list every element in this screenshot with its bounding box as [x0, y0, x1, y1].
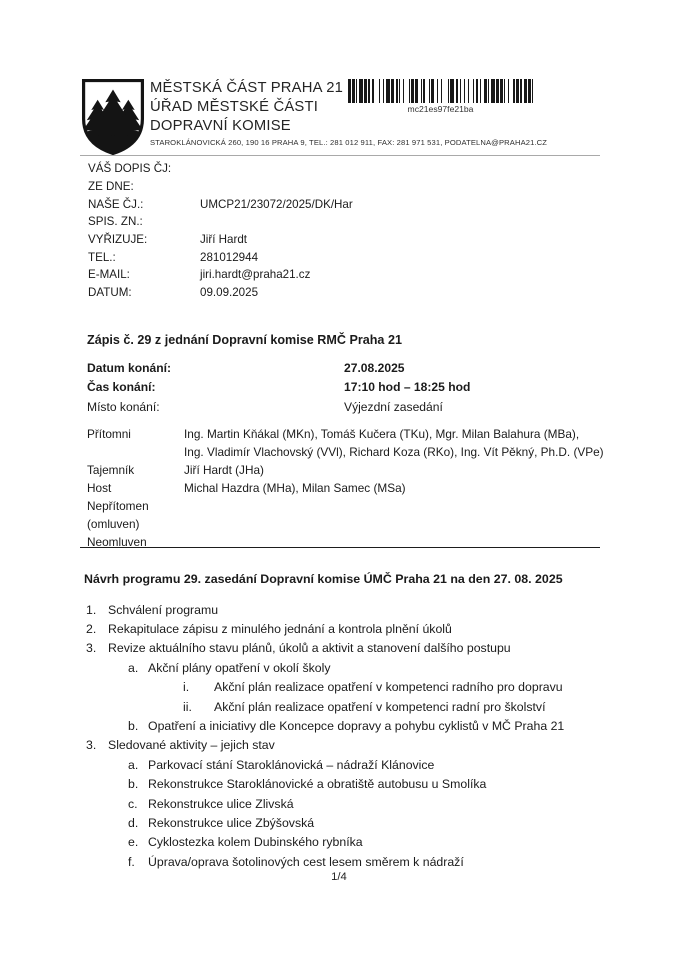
field-label: SPIS. ZN.: — [88, 215, 143, 229]
agenda-item-text: Rekonstrukce ulice Zlivská — [148, 796, 294, 811]
agenda-item — [86, 794, 564, 813]
attendance-row — [87, 425, 604, 443]
org-name-line-1: MĚSTSKÁ ČÁST PRAHA 21 — [150, 80, 344, 96]
field-label: DATUM: — [88, 286, 132, 300]
agenda-item-marker: d. — [128, 815, 139, 830]
agenda-item-marker: a. — [128, 757, 139, 772]
coat-of-arms-icon — [81, 78, 145, 156]
attendance-row — [87, 461, 604, 479]
attendance-value: Michal Hazdra (MHa), Milan Samec (MSa) — [184, 481, 406, 495]
barcode-bars-icon — [348, 79, 533, 103]
attendance-divider — [80, 547, 600, 548]
field-label: TEL.: — [88, 250, 116, 264]
meeting-info-row — [87, 397, 470, 417]
agenda-item-marker: 2. — [86, 622, 97, 637]
agenda-item-marker: b. — [128, 719, 139, 734]
info-value: 17:10 hod – 18:25 hod — [344, 380, 471, 395]
attendance-label: Neomluven — [87, 535, 147, 549]
agenda-item-marker: 3. — [86, 738, 97, 753]
agenda-item-text: Akční plány opatření v okolí školy — [148, 660, 331, 675]
agenda-item-marker: ii. — [183, 699, 192, 714]
info-label: Místo konání: — [87, 399, 160, 414]
agenda-item-marker: 3. — [86, 641, 97, 656]
agenda-item-text: Úprava/oprava šotolinových cest lesem směrem k nádraží — [148, 854, 464, 869]
info-value: 27.08.2025 — [344, 360, 405, 375]
attendance-label: Host — [87, 481, 112, 495]
field-value: jiri.hardt@praha21.cz — [200, 268, 311, 282]
agenda-item-text: Rekonstrukce ulice Zbýšovská — [148, 815, 315, 830]
attendance-row — [87, 515, 604, 533]
meeting-info-row — [87, 378, 470, 398]
reference-field-row — [88, 213, 353, 231]
field-label: E-MAIL: — [88, 268, 130, 282]
info-label: Datum konání: — [87, 360, 171, 375]
agenda-item — [86, 833, 564, 852]
agenda-item-text: Rekapitulace zápisu z minulého jednání a kontrola plnění úkolů — [108, 622, 452, 637]
agenda-title: Návrh programu 29. zasedání Dopravní komise ÚMČ Praha 21 na den 27. 08. 2025 — [84, 572, 563, 586]
meeting-info-row — [87, 358, 470, 378]
org-name-line-3: DOPRAVNÍ KOMISE — [150, 117, 291, 134]
attendance-value: Ing. Vladimír Vlachovský (VVl), Richard Koza (RKo), Ing. Vít Pěkný, Ph.D. (VPe) — [184, 445, 604, 459]
attendance-row — [87, 497, 604, 515]
agenda-item-text: Revize aktuálního stavu plánů, úkolů a aktivit a stanovení dalšího postupu — [108, 641, 511, 656]
agenda-item-text: Cyklostezka kolem Dubinského rybníka — [148, 835, 363, 850]
agenda-item — [86, 775, 564, 794]
agenda-item-text: Parkovací stání Staroklánovická – nádraží Klánovice — [148, 757, 435, 772]
attendance-row — [87, 533, 604, 551]
agenda-item — [86, 852, 564, 871]
org-contact-line: STAROKLÁNOVICKÁ 260, 190 16 PRAHA 9, TEL.: 281 012 911, FAX: 281 971 531, PODATELNA@PRAHA21.CZ — [150, 138, 548, 148]
reference-field-row — [88, 284, 353, 302]
agenda-item-marker: b. — [128, 777, 139, 792]
field-value: 09.09.2025 — [200, 286, 259, 300]
attendance-value: Ing. Martin Kňákal (MKn), Tomáš Kučera (TKu), Mgr. Milan Balahura (MBa), — [184, 427, 580, 441]
agenda-item-text: Opatření a iniciativy dle Koncepce dopravy a pohybu cyklistů v MČ Praha 21 — [148, 719, 565, 734]
agenda-list — [86, 600, 564, 871]
page-number: 1/4 — [331, 871, 347, 883]
agenda-item — [86, 755, 564, 774]
attendance-label: Přítomni — [87, 427, 131, 441]
field-value: UMCP21/23072/2025/DK/Har — [200, 197, 353, 211]
attendance-label: Nepřítomen — [87, 499, 149, 513]
header-divider — [80, 155, 600, 156]
reference-field-row — [88, 248, 353, 266]
agenda-item-text: Sledované aktivity – jejich stav — [108, 738, 275, 753]
attendance-row — [87, 443, 604, 461]
barcode — [348, 79, 533, 114]
agenda-item-text: Akční plán realizace opatření v kompetenci radní pro školství — [214, 699, 546, 714]
agenda-item-marker: i. — [183, 680, 190, 695]
agenda-item — [86, 716, 564, 735]
minutes-title: Zápis č. 29 z jednání Dopravní komise RMČ Praha 21 — [87, 333, 402, 347]
barcode-label: mc21es97fe21ba — [407, 104, 474, 114]
agenda-item-marker: a. — [128, 660, 139, 675]
agenda-item — [86, 600, 564, 619]
agenda-item-marker: e. — [128, 835, 139, 850]
org-name-line-2: ÚŘAD MĚSTSKÉ ČÁSTI — [150, 98, 319, 115]
agenda-item-text: Schválení programu — [108, 602, 219, 617]
meeting-info — [87, 358, 470, 417]
field-label: VYŘIZUJE: — [88, 233, 148, 247]
attendance-label: (omluven) — [87, 517, 140, 531]
field-label: NAŠE ČJ.: — [88, 197, 144, 211]
reference-fields — [88, 160, 353, 302]
agenda-item — [86, 697, 564, 716]
agenda-item — [86, 813, 564, 832]
reference-field-row — [88, 160, 353, 178]
field-label: VÁŠ DOPIS ČJ: — [88, 162, 172, 176]
agenda-item — [86, 658, 564, 677]
agenda-item-marker: c. — [128, 796, 138, 811]
agenda-item-marker: 1. — [86, 602, 97, 617]
agenda-item — [86, 736, 564, 755]
agenda-item — [86, 639, 564, 658]
field-value: 281012944 — [200, 250, 259, 264]
attendance — [87, 425, 604, 551]
field-label: ZE DNE: — [88, 180, 134, 194]
agenda-item-text: Rekonstrukce Staroklánovické a obratiště autobusu u Smolíka — [148, 777, 487, 792]
attendance-row — [87, 479, 604, 497]
field-value: Jiří Hardt — [200, 233, 248, 247]
attendance-label: Tajemník — [87, 463, 135, 477]
reference-field-row — [88, 195, 353, 213]
agenda-item — [86, 619, 564, 638]
reference-field-row — [88, 178, 353, 196]
agenda-item-marker: f. — [128, 854, 135, 869]
agenda-item-text: Akční plán realizace opatření v kompetenci radního pro dopravu — [214, 680, 563, 695]
reference-field-row — [88, 266, 353, 284]
reference-field-row — [88, 231, 353, 249]
agenda-item — [86, 678, 564, 697]
attendance-value: Jiří Hardt (JHa) — [184, 463, 264, 477]
info-value: Výjezdní zasedání — [344, 399, 443, 414]
info-label: Čas konání: — [87, 380, 156, 395]
